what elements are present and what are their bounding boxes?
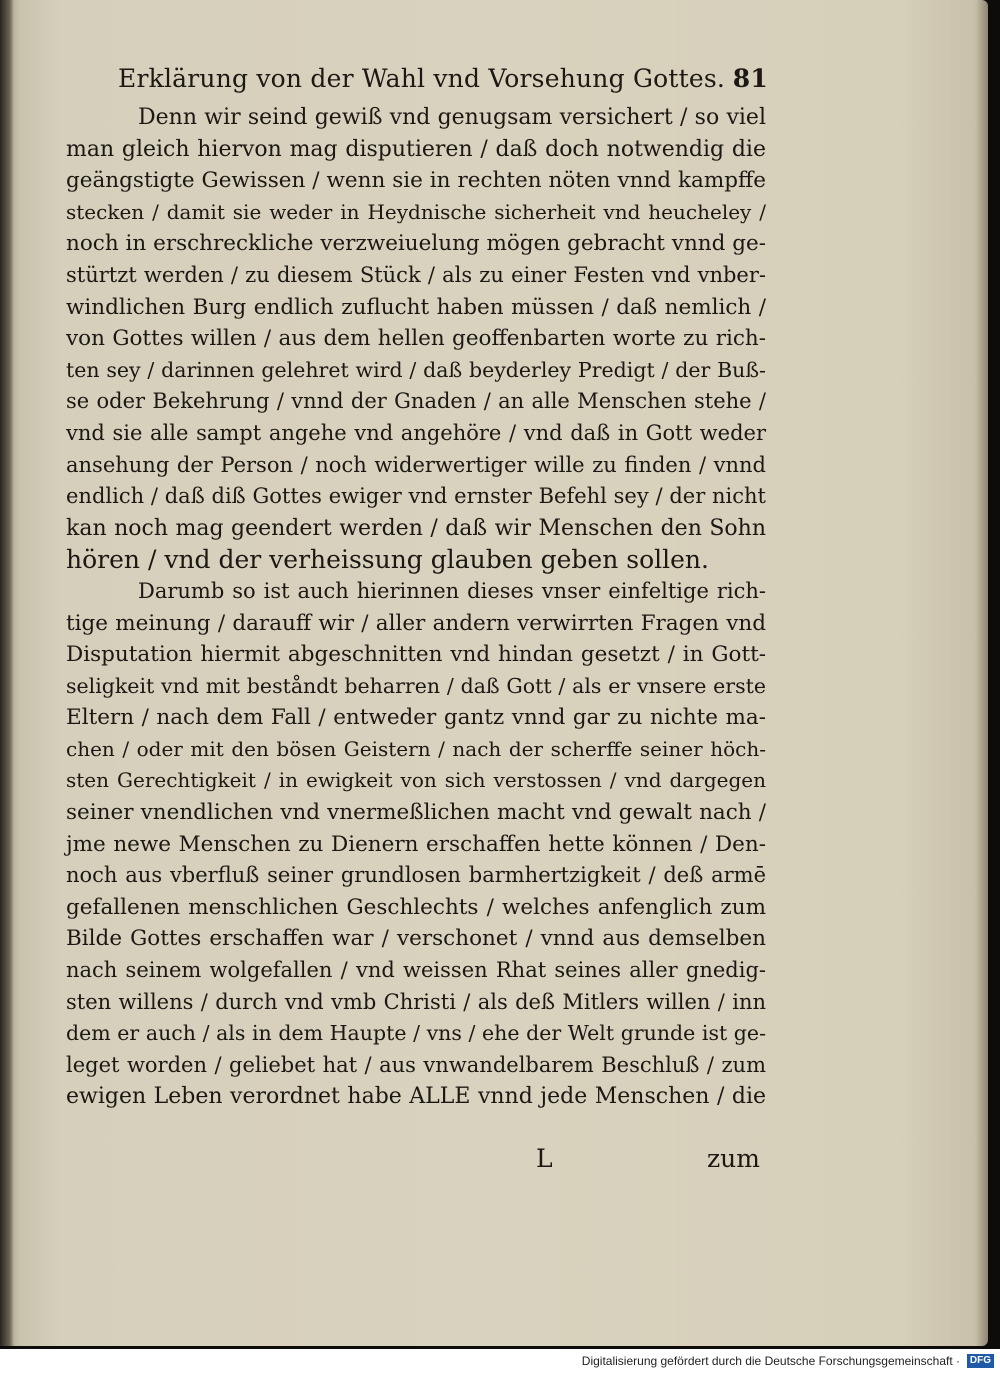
text-line: noch aus vberfluß seiner grundlosen barmhertzigkeit / deß armē [66, 863, 766, 888]
text-line: chen / oder mit den bösen Geistern / nach der scherffe seiner höch- [66, 736, 766, 761]
text-line: stürtzt werden / zu diesem Stück / als zu einer Festen vnd vnber- [66, 262, 766, 287]
text-line: Denn wir seind gewiß vnd genugsam versichert / so viel [138, 105, 766, 130]
text-line: geängstigte Gewissen / wenn sie in rechten nöten vnnd kampffe [66, 168, 766, 194]
text-line: jme newe Menschen zu Dienern erschaffen hette können / Den- [66, 831, 766, 857]
funding-credit: Digitalisierung gefördert durch die Deutsche Forschungsgemeinschaft · [581, 1354, 960, 1368]
text-line: dem er auch / als in dem Haupte / vns / ehe der Welt grunde ist ge- [66, 1021, 766, 1046]
text-line: Bilde Gottes erschaffen war / verschonet / vnnd aus demselben [66, 926, 766, 952]
text-line: vnd sie alle sampt angehe vnd angehöre / vnd daß in Gott weder [66, 420, 766, 445]
running-head [118, 64, 768, 96]
text-line: hören / vnd der verheissung glauben geben sollen. [66, 545, 709, 575]
text-line: ansehung der Person / noch widerwertiger wille zu finden / vnnd [66, 452, 766, 477]
text-line: sten Gerechtigkeit / in ewigkeit von sich verstossen / vnd dargegen [66, 768, 766, 793]
page-number: 81 [732, 64, 768, 93]
body-text [66, 102, 766, 1113]
footer-bar [0, 1349, 1000, 1373]
text-line: ewigen Leben verordnet habe ALLE vnnd jede Menschen / die [66, 1084, 766, 1110]
text-line: sten willens / durch vnd vmb Christi / als deß Mitlers willen / inn [66, 989, 766, 1014]
text-line: windlichen Burg endlich zuflucht haben müssen / daß nemlich / [66, 294, 766, 320]
text-line: Disputation hiermit abgeschnitten vnd hindan gesetzt / in Gott- [66, 642, 766, 668]
text-line: se oder Bekehrung / vnnd der Gnaden / an alle Menschen stehe / [66, 389, 766, 414]
text-line: von Gottes willen / aus dem hellen geoffenbarten worte zu rich- [66, 326, 766, 352]
catchword: zum [707, 1144, 760, 1173]
text-line: kan noch mag geendert werden / daß wir Menschen den Sohn [66, 515, 766, 541]
text-line: seiner vnendlichen vnd vnermeßlichen macht vnd gewalt nach / [66, 800, 766, 826]
signature-mark: L [536, 1144, 553, 1173]
text-line: noch in erschreckliche verzweiuelung mögen gebracht vnnd ge- [66, 231, 766, 257]
text-line: Eltern / nach dem Fall / entweder gantz vnnd gar zu nichte ma- [66, 705, 766, 731]
text-line: Darumb so ist auch hierinnen dieses vnser einfeltige rich- [138, 578, 766, 603]
text-line: man gleich hiervon mag disputieren / daß doch notwendig die [66, 136, 766, 162]
text-line: nach seinem wolgefallen / vnd weissen Rhat seines aller gnedig- [66, 958, 766, 983]
text-line: stecken / damit sie weder in Heydnische sicherheit vnd heucheley / [66, 199, 766, 224]
dfg-logo: DFG [967, 1354, 994, 1368]
running-head-title: Erklärung von der Wahl vnd Vorsehung Gottes. [118, 64, 726, 93]
text-line: endlich / daß diß Gottes ewiger vnd ernster Befehl sey / der nicht [66, 484, 766, 509]
text-line: gefallenen menschlichen Geschlechts / welches anfenglich zum [66, 894, 766, 920]
text-line: leget worden / geliebet hat / aus vnwandelbarem Beschluß / zum [66, 1052, 766, 1077]
text-line: ten sey / darinnen gelehret wird / daß beyderley Predigt / der Buß- [66, 357, 766, 382]
text-line: tige meinung / darauff wir / aller andern verwirrten Fragen vnd [66, 610, 766, 636]
text-line: seligkeit vnd mit beståndt beharren / daß Gott / als er vnsere erste [66, 673, 766, 698]
